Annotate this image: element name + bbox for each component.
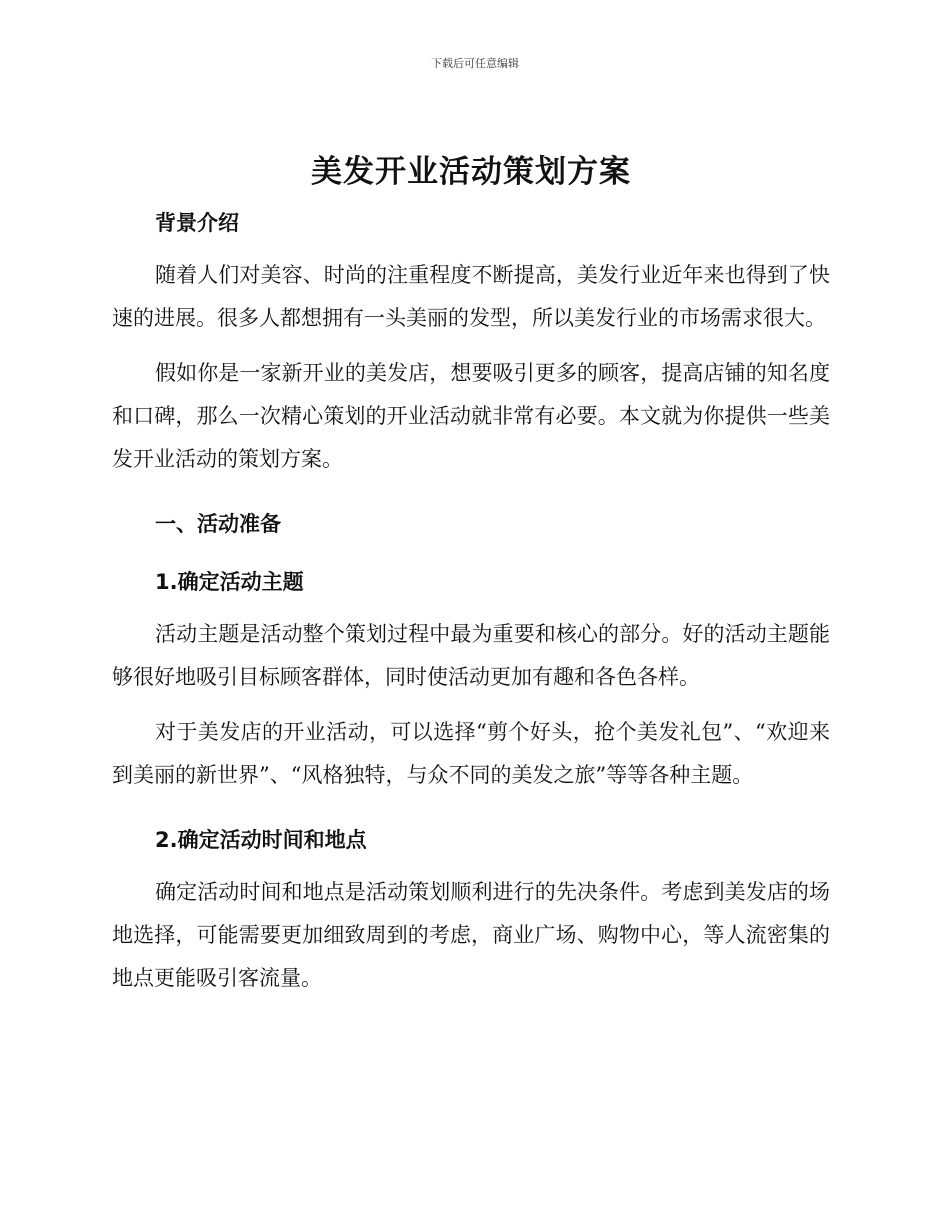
document-body xyxy=(112,150,830,1000)
paragraph-theme-1: 活动主题是活动整个策划过程中最为重要和核心的部分。好的活动主题能够很好地吸引目标顾客群体，同时使活动更加有趣和各色各样。 xyxy=(112,622,830,689)
header-note: 下载后可任意编辑 xyxy=(431,57,519,70)
subsection-heading-theme: 1.确定活动主题 xyxy=(155,570,304,594)
paragraph-time-place-1: 确定活动时间和地点是活动策划顺利进行的先决条件。考虑到美发店的场地选择，可能需要更加细致周到的考虑，商业广场、购物中心，等人流密集的地点更能吸引客流量。 xyxy=(112,880,830,990)
section-heading-preparation: 一、活动准备 xyxy=(155,512,281,536)
paragraph-background-2: 假如你是一家新开业的美发店，想要吸引更多的顾客，提高店铺的知名度和口碑，那么一次精心策划的开业活动就非常有必要。本文就为你提供一些美发开业活动的策划方案。 xyxy=(112,361,830,471)
subsection-heading-time-place: 2.确定活动时间和地点 xyxy=(155,828,367,852)
document-title: 美发开业活动策划方案 xyxy=(311,154,631,190)
paragraph-background-1: 随着人们对美容、时尚的注重程度不断提高，美发行业近年来也得到了快速的进展。很多人都想拥有一头美丽的发型，所以美发行业的市场需求很大。 xyxy=(112,263,830,330)
paragraph-theme-2: 对于美发店的开业活动，可以选择“剪个好头，抢个美发礼包”、“欢迎来到美丽的新世界”、“风格独特，与众不同的美发之旅”等等各种主题。 xyxy=(112,720,830,787)
section-heading-background: 背景介绍 xyxy=(155,211,239,235)
